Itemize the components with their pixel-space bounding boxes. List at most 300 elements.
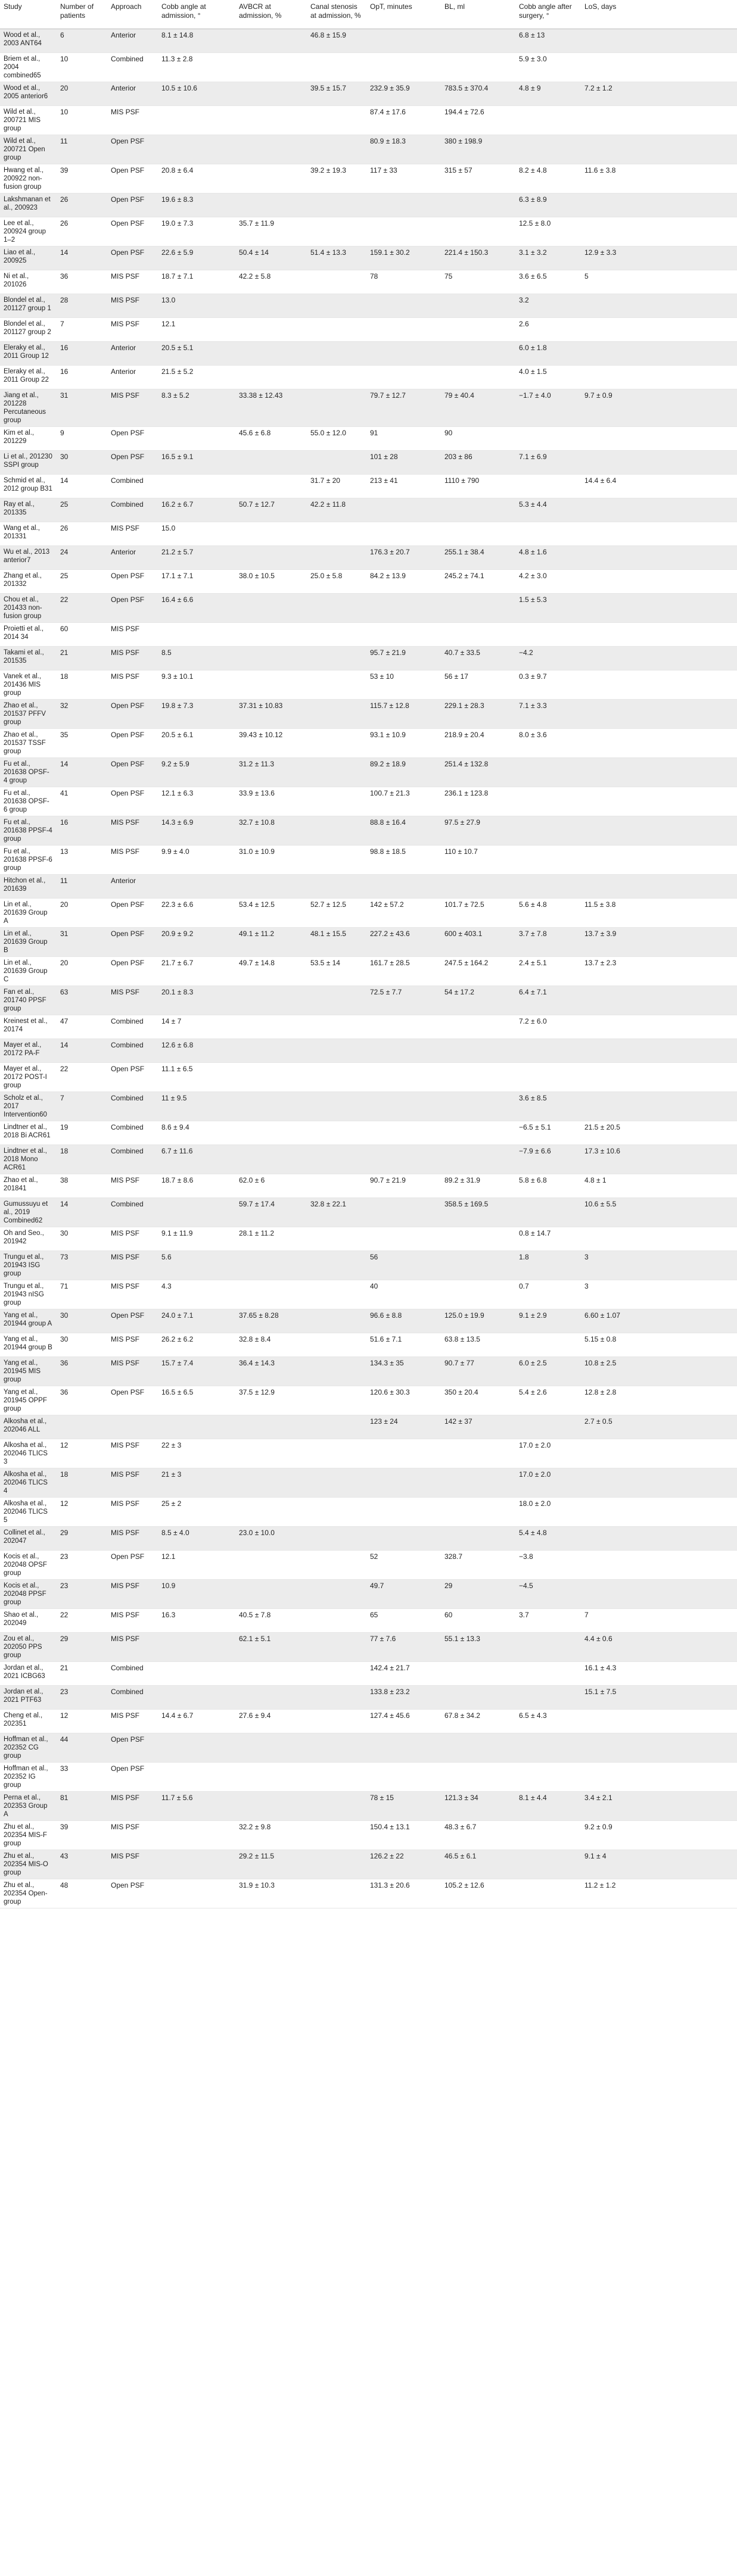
cell-spacer xyxy=(636,875,737,899)
cell-number-of-patients: 14 xyxy=(57,758,107,787)
table-row xyxy=(0,342,737,366)
cell-cobb-admission: 11.1 ± 6.5 xyxy=(158,1063,235,1092)
cell-spacer xyxy=(636,570,737,594)
cell-number-of-patients: 6 xyxy=(57,29,107,53)
cell-spacer xyxy=(636,29,737,53)
cell-cobb-admission: 15.0 xyxy=(158,522,235,546)
cell-cobb-after-surgery: 6.4 ± 7.1 xyxy=(515,986,581,1015)
cell-los: 17.3 ± 10.6 xyxy=(581,1145,636,1174)
table-row xyxy=(0,194,737,217)
cell-study: Wang et al., 201331 xyxy=(0,522,57,546)
cell-spacer xyxy=(636,1686,737,1710)
cell-avbcr-admission: 40.5 ± 7.8 xyxy=(235,1609,307,1633)
cell-opt: 51.6 ± 7.1 xyxy=(366,1333,441,1357)
cell-canal-stenosis: 52.7 ± 12.5 xyxy=(307,899,366,928)
cell-study: Blondel et al., 201127 group 2 xyxy=(0,318,57,342)
cell-canal-stenosis xyxy=(307,1710,366,1733)
cell-avbcr-admission xyxy=(235,1121,307,1145)
cell-approach: MIS PSF xyxy=(107,1633,158,1662)
cell-approach: Combined xyxy=(107,498,158,522)
cell-avbcr-admission: 45.6 ± 6.8 xyxy=(235,427,307,451)
cell-study: Oh and Seo., 201942 xyxy=(0,1227,57,1251)
cell-number-of-patients: 12 xyxy=(57,1439,107,1468)
cell-study: Vanek et al., 201436 MIS group xyxy=(0,670,57,700)
cell-spacer xyxy=(636,1551,737,1580)
cell-cobb-admission: 8.3 ± 5.2 xyxy=(158,389,235,427)
cell-bl xyxy=(441,342,515,366)
cell-study: Alkosha et al., 202046 TLICS 4 xyxy=(0,1468,57,1498)
table-row xyxy=(0,1879,737,1908)
cell-los: 21.5 ± 20.5 xyxy=(581,1121,636,1145)
cell-canal-stenosis xyxy=(307,1092,366,1121)
table-row xyxy=(0,1015,737,1039)
cell-number-of-patients: 35 xyxy=(57,729,107,758)
cell-los xyxy=(581,342,636,366)
cell-study: Zhu et al., 202354 MIS-O group xyxy=(0,1850,57,1879)
cell-cobb-after-surgery: −6.5 ± 5.1 xyxy=(515,1121,581,1145)
cell-cobb-after-surgery xyxy=(515,1039,581,1063)
cell-study: Lee et al., 200924 group 1–2 xyxy=(0,217,57,247)
cell-number-of-patients: 38 xyxy=(57,1174,107,1198)
cell-los xyxy=(581,194,636,217)
cell-los xyxy=(581,729,636,758)
cell-number-of-patients: 39 xyxy=(57,1821,107,1850)
cell-study: Hitchon et al., 201639 xyxy=(0,875,57,899)
cell-study: Mayer et al., 20172 POST-I group xyxy=(0,1063,57,1092)
cell-cobb-admission: 9.3 ± 10.1 xyxy=(158,670,235,700)
cell-los: 3 xyxy=(581,1251,636,1280)
cell-avbcr-admission: 32.2 ± 9.8 xyxy=(235,1821,307,1850)
cell-approach: Combined xyxy=(107,53,158,82)
cell-approach: MIS PSF xyxy=(107,318,158,342)
cell-opt: 127.4 ± 45.6 xyxy=(366,1710,441,1733)
cell-number-of-patients: 29 xyxy=(57,1633,107,1662)
cell-study: Kreinest et al., 20174 xyxy=(0,1015,57,1039)
cell-cobb-after-surgery xyxy=(515,475,581,498)
cell-cobb-after-surgery xyxy=(515,1821,581,1850)
cell-cobb-admission: 20.1 ± 8.3 xyxy=(158,986,235,1015)
cell-number-of-patients: 7 xyxy=(57,318,107,342)
cell-study: Proietti et al., 2014 34 xyxy=(0,623,57,647)
cell-study: Trungu et al., 201943 ISG group xyxy=(0,1251,57,1280)
cell-number-of-patients: 30 xyxy=(57,1309,107,1333)
cell-opt xyxy=(366,217,441,247)
cell-avbcr-admission xyxy=(235,1580,307,1609)
cell-approach: MIS PSF xyxy=(107,1710,158,1733)
cell-spacer xyxy=(636,594,737,623)
table-row xyxy=(0,1662,737,1686)
header-study: Study xyxy=(0,0,57,29)
table-row xyxy=(0,1039,737,1063)
cell-cobb-admission xyxy=(158,875,235,899)
cell-cobb-admission: 21.7 ± 6.7 xyxy=(158,957,235,986)
cell-spacer xyxy=(636,1415,737,1439)
cell-canal-stenosis xyxy=(307,758,366,787)
cell-spacer xyxy=(636,1792,737,1821)
cell-cobb-after-surgery xyxy=(515,875,581,899)
cell-cobb-admission xyxy=(158,1686,235,1710)
cell-cobb-admission xyxy=(158,135,235,164)
cell-opt xyxy=(366,318,441,342)
cell-spacer xyxy=(636,164,737,194)
cell-cobb-admission: 16.5 ± 9.1 xyxy=(158,451,235,475)
cell-los xyxy=(581,594,636,623)
cell-study: Zhu et al., 202354 MIS-F group xyxy=(0,1821,57,1850)
table-row xyxy=(0,1439,737,1468)
cell-cobb-after-surgery: 2.4 ± 5.1 xyxy=(515,957,581,986)
cell-canal-stenosis xyxy=(307,1662,366,1686)
header-los: LoS, days xyxy=(581,0,636,29)
cell-avbcr-admission: 37.65 ± 8.28 xyxy=(235,1309,307,1333)
cell-canal-stenosis xyxy=(307,389,366,427)
cell-spacer xyxy=(636,427,737,451)
cell-canal-stenosis xyxy=(307,1686,366,1710)
cell-number-of-patients: 14 xyxy=(57,247,107,270)
cell-los xyxy=(581,1092,636,1121)
cell-los xyxy=(581,318,636,342)
cell-approach: Anterior xyxy=(107,29,158,53)
cell-cobb-admission xyxy=(158,1633,235,1662)
cell-spacer xyxy=(636,1227,737,1251)
table-row xyxy=(0,135,737,164)
cell-los: 9.2 ± 0.9 xyxy=(581,1821,636,1850)
cell-avbcr-admission: 35.7 ± 11.9 xyxy=(235,217,307,247)
cell-los: 14.4 ± 6.4 xyxy=(581,475,636,498)
cell-study: Collinet et al., 202047 xyxy=(0,1527,57,1551)
cell-cobb-admission: 14.3 ± 6.9 xyxy=(158,816,235,846)
cell-study: Zhao et al., 201537 TSSF group xyxy=(0,729,57,758)
cell-bl: 90 xyxy=(441,427,515,451)
cell-spacer xyxy=(636,623,737,647)
table-row xyxy=(0,1580,737,1609)
cell-cobb-admission: 12.1 ± 6.3 xyxy=(158,787,235,816)
cell-cobb-after-surgery: 8.0 ± 3.6 xyxy=(515,729,581,758)
cell-bl: 40.7 ± 33.5 xyxy=(441,647,515,670)
cell-cobb-admission: 12.6 ± 6.8 xyxy=(158,1039,235,1063)
cell-canal-stenosis xyxy=(307,1280,366,1309)
cell-canal-stenosis xyxy=(307,1174,366,1198)
cell-bl: 125.0 ± 19.9 xyxy=(441,1309,515,1333)
cell-bl xyxy=(441,1015,515,1039)
cell-canal-stenosis xyxy=(307,522,366,546)
cell-bl: 247.5 ± 164.2 xyxy=(441,957,515,986)
cell-avbcr-admission: 33.9 ± 13.6 xyxy=(235,787,307,816)
table-row xyxy=(0,106,737,135)
cell-bl: 194.4 ± 72.6 xyxy=(441,106,515,135)
cell-number-of-patients: 26 xyxy=(57,522,107,546)
cell-canal-stenosis xyxy=(307,670,366,700)
cell-cobb-after-surgery: 8.1 ± 4.4 xyxy=(515,1792,581,1821)
cell-canal-stenosis xyxy=(307,1850,366,1879)
cell-cobb-admission xyxy=(158,1415,235,1439)
cell-study: Gumussuyu et al., 2019 Combined62 xyxy=(0,1198,57,1227)
cell-canal-stenosis xyxy=(307,270,366,294)
cell-number-of-patients: 10 xyxy=(57,53,107,82)
cell-cobb-after-surgery xyxy=(515,1850,581,1879)
cell-opt: 150.4 ± 13.1 xyxy=(366,1821,441,1850)
cell-number-of-patients: 11 xyxy=(57,135,107,164)
cell-spacer xyxy=(636,451,737,475)
cell-opt: 77 ± 7.6 xyxy=(366,1633,441,1662)
header-opt: OpT, minutes xyxy=(366,0,441,29)
cell-spacer xyxy=(636,53,737,82)
table-row xyxy=(0,1763,737,1792)
cell-study: Kim et al., 201229 xyxy=(0,427,57,451)
cell-study: Jiang et al., 201228 Percutaneous group xyxy=(0,389,57,427)
cell-opt: 96.6 ± 8.8 xyxy=(366,1309,441,1333)
cell-canal-stenosis xyxy=(307,1063,366,1092)
header-canal-stenosis: Canal stenosis at admission, % xyxy=(307,0,366,29)
cell-approach: Anterior xyxy=(107,546,158,570)
cell-number-of-patients: 31 xyxy=(57,928,107,957)
cell-cobb-after-surgery xyxy=(515,135,581,164)
cell-cobb-after-surgery: 0.8 ± 14.7 xyxy=(515,1227,581,1251)
cell-opt: 213 ± 41 xyxy=(366,475,441,498)
table-row xyxy=(0,270,737,294)
cell-canal-stenosis xyxy=(307,1633,366,1662)
cell-los xyxy=(581,294,636,318)
cell-cobb-after-surgery: 17.0 ± 2.0 xyxy=(515,1439,581,1468)
cell-approach: Open PSF xyxy=(107,787,158,816)
cell-bl xyxy=(441,1763,515,1792)
cell-cobb-after-surgery: 5.9 ± 3.0 xyxy=(515,53,581,82)
cell-number-of-patients: 19 xyxy=(57,1121,107,1145)
cell-cobb-after-surgery: 18.0 ± 2.0 xyxy=(515,1498,581,1527)
cell-cobb-after-surgery xyxy=(515,1763,581,1792)
cell-spacer xyxy=(636,1198,737,1227)
cell-study: Lin et al., 201639 Group B xyxy=(0,928,57,957)
cell-canal-stenosis xyxy=(307,986,366,1015)
table-row xyxy=(0,1609,737,1633)
cell-cobb-after-surgery: 7.1 ± 6.9 xyxy=(515,451,581,475)
cell-study: Eleraky et al., 2011 Group 12 xyxy=(0,342,57,366)
cell-avbcr-admission xyxy=(235,53,307,82)
table-row xyxy=(0,875,737,899)
cell-avbcr-admission xyxy=(235,451,307,475)
cell-cobb-admission: 15.7 ± 7.4 xyxy=(158,1357,235,1386)
cell-cobb-after-surgery: 6.3 ± 8.9 xyxy=(515,194,581,217)
cell-canal-stenosis xyxy=(307,647,366,670)
table-row xyxy=(0,164,737,194)
cell-opt: 176.3 ± 20.7 xyxy=(366,546,441,570)
cell-avbcr-admission xyxy=(235,1280,307,1309)
cell-study: Zhao et al., 201537 PFFV group xyxy=(0,700,57,729)
cell-cobb-after-surgery: 3.1 ± 3.2 xyxy=(515,247,581,270)
cell-study: Wood et al., 2005 anterior6 xyxy=(0,82,57,106)
cell-cobb-after-surgery xyxy=(515,846,581,875)
cell-canal-stenosis: 48.1 ± 15.5 xyxy=(307,928,366,957)
cell-bl xyxy=(441,498,515,522)
cell-cobb-after-surgery: 6.0 ± 1.8 xyxy=(515,342,581,366)
cell-cobb-after-surgery xyxy=(515,522,581,546)
cell-cobb-after-surgery: 9.1 ± 2.9 xyxy=(515,1309,581,1333)
cell-los: 11.2 ± 1.2 xyxy=(581,1879,636,1908)
cell-number-of-patients: 44 xyxy=(57,1733,107,1763)
header-cobb-after-surgery: Cobb angle after surgery, ° xyxy=(515,0,581,29)
cell-canal-stenosis xyxy=(307,787,366,816)
cell-los xyxy=(581,217,636,247)
cell-approach: Open PSF xyxy=(107,957,158,986)
cell-cobb-admission xyxy=(158,427,235,451)
table-row xyxy=(0,294,737,318)
cell-canal-stenosis xyxy=(307,106,366,135)
cell-avbcr-admission: 37.5 ± 12.9 xyxy=(235,1386,307,1415)
cell-avbcr-admission xyxy=(235,647,307,670)
cell-canal-stenosis xyxy=(307,1333,366,1357)
cell-los xyxy=(581,1580,636,1609)
cell-canal-stenosis: 53.5 ± 14 xyxy=(307,957,366,986)
cell-spacer xyxy=(636,1609,737,1633)
cell-opt: 53 ± 10 xyxy=(366,670,441,700)
cell-los xyxy=(581,647,636,670)
cell-bl xyxy=(441,1662,515,1686)
cell-los xyxy=(581,986,636,1015)
cell-los xyxy=(581,1039,636,1063)
cell-opt: 117 ± 33 xyxy=(366,164,441,194)
cell-cobb-after-surgery xyxy=(515,816,581,846)
table-row xyxy=(0,475,737,498)
cell-opt: 88.8 ± 16.4 xyxy=(366,816,441,846)
cell-number-of-patients: 16 xyxy=(57,366,107,389)
cell-cobb-after-surgery: 7.1 ± 3.3 xyxy=(515,700,581,729)
cell-avbcr-admission xyxy=(235,1792,307,1821)
cell-study: Wood et al., 2003 ANT64 xyxy=(0,29,57,53)
cell-canal-stenosis: 42.2 ± 11.8 xyxy=(307,498,366,522)
table-row xyxy=(0,1733,737,1763)
cell-los xyxy=(581,787,636,816)
cell-spacer xyxy=(636,1015,737,1039)
cell-canal-stenosis xyxy=(307,294,366,318)
cell-opt: 65 xyxy=(366,1609,441,1633)
cell-approach: MIS PSF xyxy=(107,522,158,546)
table-row xyxy=(0,318,737,342)
cell-avbcr-admission xyxy=(235,29,307,53)
cell-opt: 80.9 ± 18.3 xyxy=(366,135,441,164)
cell-cobb-after-surgery xyxy=(515,1063,581,1092)
cell-spacer xyxy=(636,1710,737,1733)
cell-bl: 97.5 ± 27.9 xyxy=(441,816,515,846)
cell-canal-stenosis xyxy=(307,318,366,342)
cell-los: 3 xyxy=(581,1280,636,1309)
cell-avbcr-admission: 62.0 ± 6 xyxy=(235,1174,307,1198)
cell-study: Takami et al., 201535 xyxy=(0,647,57,670)
cell-cobb-admission: 17.1 ± 7.1 xyxy=(158,570,235,594)
cell-number-of-patients: 36 xyxy=(57,1357,107,1386)
cell-avbcr-admission: 59.7 ± 17.4 xyxy=(235,1198,307,1227)
cell-bl: 245.2 ± 74.1 xyxy=(441,570,515,594)
cell-canal-stenosis: 55.0 ± 12.0 xyxy=(307,427,366,451)
cell-approach: Open PSF xyxy=(107,427,158,451)
cell-opt xyxy=(366,366,441,389)
cell-cobb-after-surgery xyxy=(515,623,581,647)
cell-bl xyxy=(441,875,515,899)
table-row xyxy=(0,1198,737,1227)
cell-spacer xyxy=(636,1527,737,1551)
cell-los xyxy=(581,546,636,570)
cell-avbcr-admission xyxy=(235,1439,307,1468)
cell-number-of-patients: 22 xyxy=(57,1063,107,1092)
cell-bl: 783.5 ± 370.4 xyxy=(441,82,515,106)
cell-number-of-patients: 28 xyxy=(57,294,107,318)
cell-study: Eleraky et al., 2011 Group 22 xyxy=(0,366,57,389)
header-spacer xyxy=(636,0,737,29)
cell-opt: 120.6 ± 30.3 xyxy=(366,1386,441,1415)
cell-approach: Open PSF xyxy=(107,758,158,787)
cell-canal-stenosis xyxy=(307,1121,366,1145)
cell-opt xyxy=(366,53,441,82)
cell-bl xyxy=(441,1468,515,1498)
cell-spacer xyxy=(636,294,737,318)
cell-spacer xyxy=(636,106,737,135)
cell-bl: 358.5 ± 169.5 xyxy=(441,1198,515,1227)
cell-cobb-admission: 9.1 ± 11.9 xyxy=(158,1227,235,1251)
cell-opt: 49.7 xyxy=(366,1580,441,1609)
cell-bl: 63.8 ± 13.5 xyxy=(441,1333,515,1357)
cell-bl xyxy=(441,1092,515,1121)
cell-cobb-after-surgery: 2.6 xyxy=(515,318,581,342)
cell-los xyxy=(581,758,636,787)
cell-number-of-patients: 36 xyxy=(57,270,107,294)
cell-approach: MIS PSF xyxy=(107,623,158,647)
cell-opt xyxy=(366,1468,441,1498)
table-row xyxy=(0,729,737,758)
cell-approach: MIS PSF xyxy=(107,1357,158,1386)
cell-study: Wu et al., 2013 anterior7 xyxy=(0,546,57,570)
cell-avbcr-admission xyxy=(235,1415,307,1439)
cell-opt xyxy=(366,1063,441,1092)
cell-spacer xyxy=(636,1850,737,1879)
cell-approach: MIS PSF xyxy=(107,670,158,700)
cell-approach: MIS PSF xyxy=(107,1580,158,1609)
cell-number-of-patients: 21 xyxy=(57,1662,107,1686)
cell-approach: MIS PSF xyxy=(107,1850,158,1879)
cell-avbcr-admission xyxy=(235,1733,307,1763)
cell-number-of-patients: 41 xyxy=(57,787,107,816)
cell-avbcr-admission: 36.4 ± 14.3 xyxy=(235,1357,307,1386)
cell-canal-stenosis xyxy=(307,700,366,729)
cell-bl: 79 ± 40.4 xyxy=(441,389,515,427)
cell-cobb-after-surgery: 4.0 ± 1.5 xyxy=(515,366,581,389)
table-row xyxy=(0,899,737,928)
cell-approach: Combined xyxy=(107,1121,158,1145)
cell-number-of-patients: 20 xyxy=(57,899,107,928)
cell-avbcr-admission xyxy=(235,875,307,899)
cell-number-of-patients: 26 xyxy=(57,217,107,247)
cell-approach: Open PSF xyxy=(107,700,158,729)
cell-los xyxy=(581,700,636,729)
cell-bl: 48.3 ± 6.7 xyxy=(441,1821,515,1850)
cell-cobb-after-surgery: 5.4 ± 2.6 xyxy=(515,1386,581,1415)
cell-canal-stenosis xyxy=(307,1733,366,1763)
cell-bl: 89.2 ± 31.9 xyxy=(441,1174,515,1198)
cell-cobb-after-surgery xyxy=(515,1662,581,1686)
cell-approach: MIS PSF xyxy=(107,106,158,135)
cell-bl xyxy=(441,1733,515,1763)
cell-bl: 218.9 ± 20.4 xyxy=(441,729,515,758)
cell-approach: Combined xyxy=(107,1092,158,1121)
cell-opt: 72.5 ± 7.7 xyxy=(366,986,441,1015)
table-row xyxy=(0,1821,737,1850)
cell-los: 15.1 ± 7.5 xyxy=(581,1686,636,1710)
cell-number-of-patients: 14 xyxy=(57,1198,107,1227)
cell-study: Schmid et al., 2012 group B31 xyxy=(0,475,57,498)
cell-cobb-admission xyxy=(158,1850,235,1879)
table-row xyxy=(0,647,737,670)
cell-number-of-patients: 32 xyxy=(57,700,107,729)
cell-number-of-patients: 16 xyxy=(57,342,107,366)
cell-cobb-admission: 16.3 xyxy=(158,1609,235,1633)
cell-canal-stenosis xyxy=(307,1498,366,1527)
